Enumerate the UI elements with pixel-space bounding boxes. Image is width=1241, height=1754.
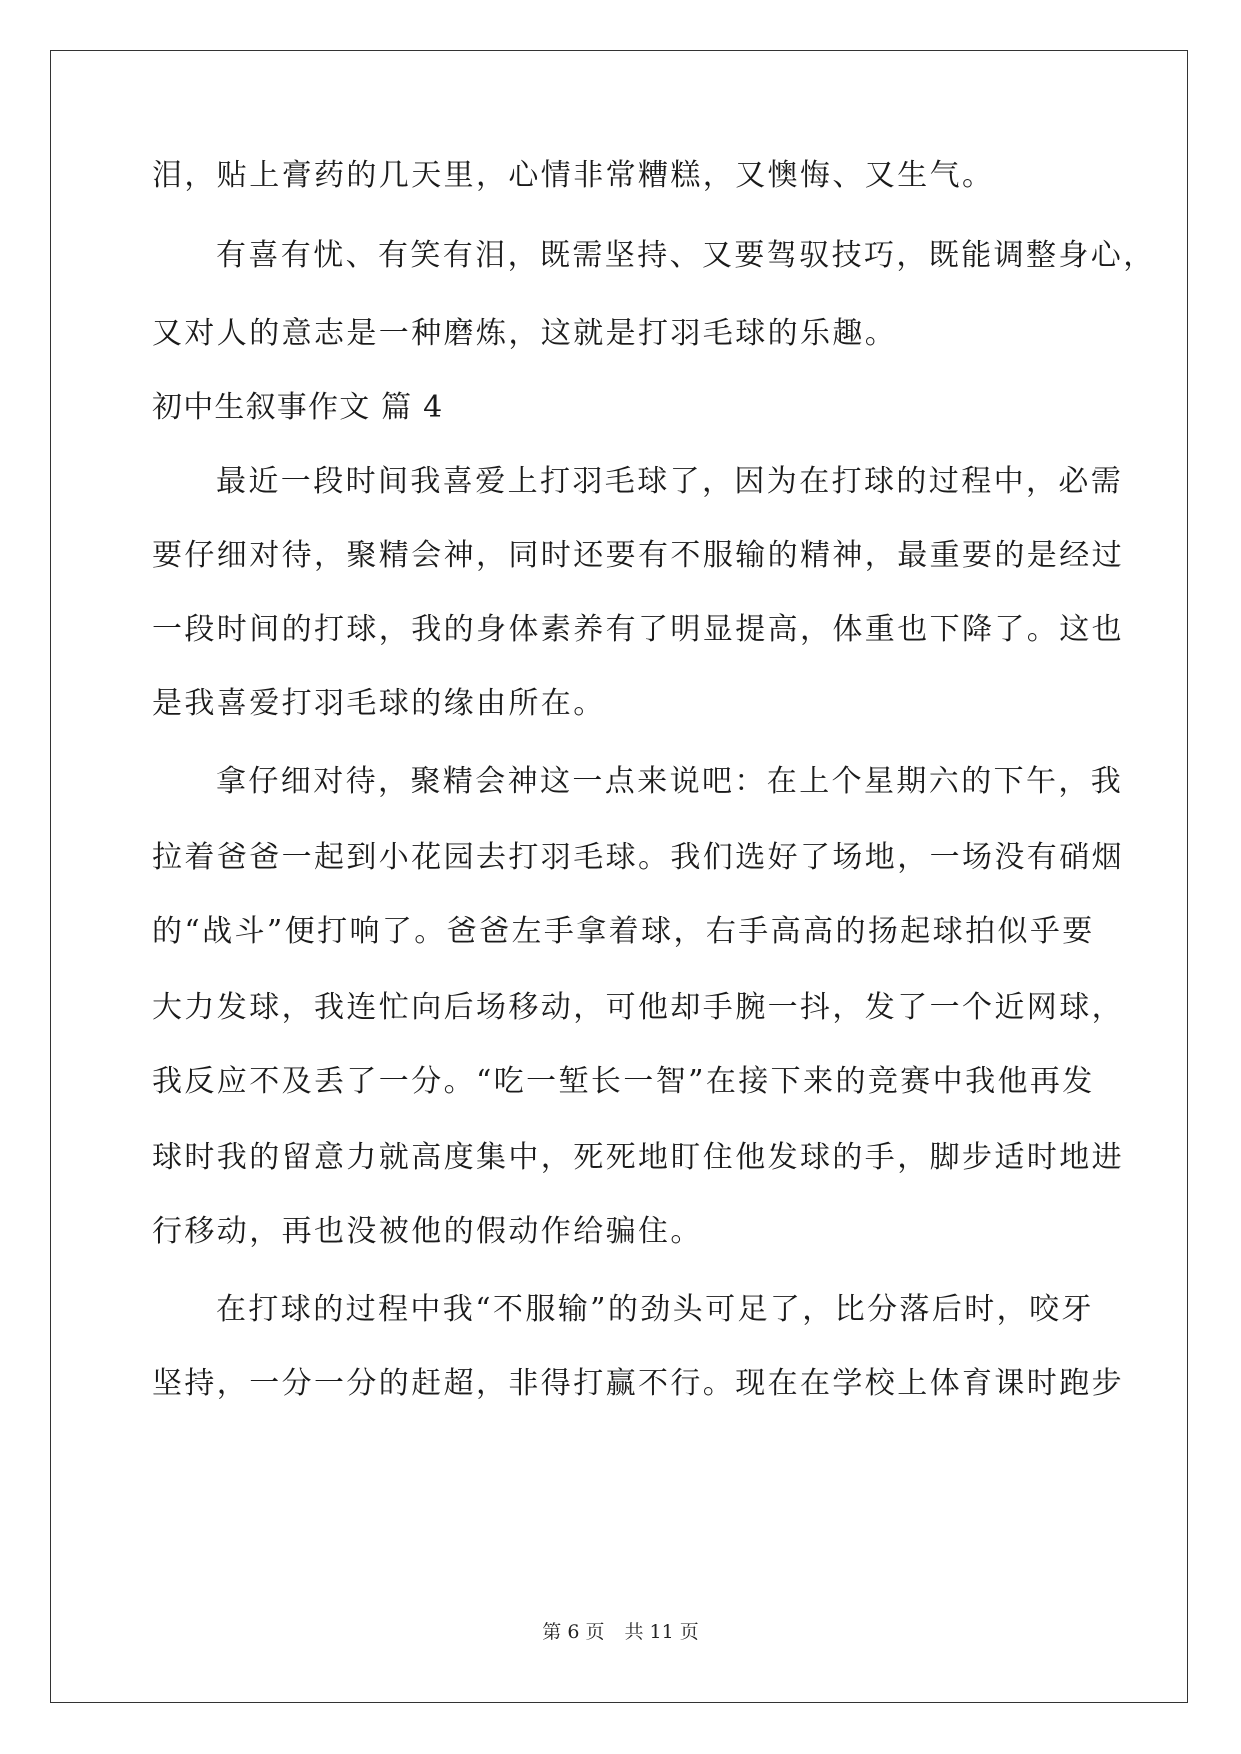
paragraph-line: 拉着爸爸一起到小花园去打羽毛球。我们选好了场地，一场没有硝烟 [152,840,1124,875]
page-footer [0,1620,1241,1644]
paragraph-line: 坚持，一分一分的赶超，非得打赢不行。现在在学校上体育课时跑步 [152,1366,1124,1401]
paragraph-line: 泪，贴上膏药的几天里，心情非常糟糕，又懊悔、又生气。 [152,158,995,193]
paragraph-line: 我反应不及丢了一分。“吃一堑长一智”在接下来的竞赛中我他再发 [152,1064,1095,1099]
paragraph-line: 拿仔细对待，聚精会神这一点来说吧：在上个星期六的下午，我 [216,764,1124,799]
paragraph-line: 的“战斗”便打响了。爸爸左手拿着球，右手高高的扬起球拍似乎要 [152,914,1095,949]
paragraph-line: 行移动，再也没被他的假动作给骗住。 [152,1214,703,1249]
page-border [50,50,1188,1703]
paragraph-line: 是我喜爱打羽毛球的缘由所在。 [152,686,606,721]
paragraph-line: 有喜有忧、有笑有泪，既需坚持、又要驾驭技巧，既能调整身心， [216,238,1156,273]
paragraph-line: 球时我的留意力就高度集中，死死地盯住他发球的手，脚步适时地进 [152,1140,1124,1175]
page-number: 第 6 页 [542,1621,605,1643]
paragraph-line: 大力发球，我连忙向后场移动，可他却手腕一抖，发了一个近网球， [152,990,1124,1025]
paragraph-line: 又对人的意志是一种磨炼，这就是打羽毛球的乐趣。 [152,316,898,351]
paragraph-line: 最近一段时间我喜爱上打羽毛球了，因为在打球的过程中，必需 [216,464,1124,499]
paragraph-line: 一段时间的打球，我的身体素养有了明显提高，体重也下降了。这也 [152,612,1124,647]
paragraph-line: 要仔细对待，聚精会神，同时还要有不服输的精神，最重要的是经过 [152,538,1124,573]
section-heading: 初中生叙事作文 篇 4 [152,390,444,425]
page-total: 共 11 页 [624,1621,699,1643]
paragraph-line: 在打球的过程中我“不服输”的劲头可足了，比分落后时，咬牙 [216,1292,1094,1327]
